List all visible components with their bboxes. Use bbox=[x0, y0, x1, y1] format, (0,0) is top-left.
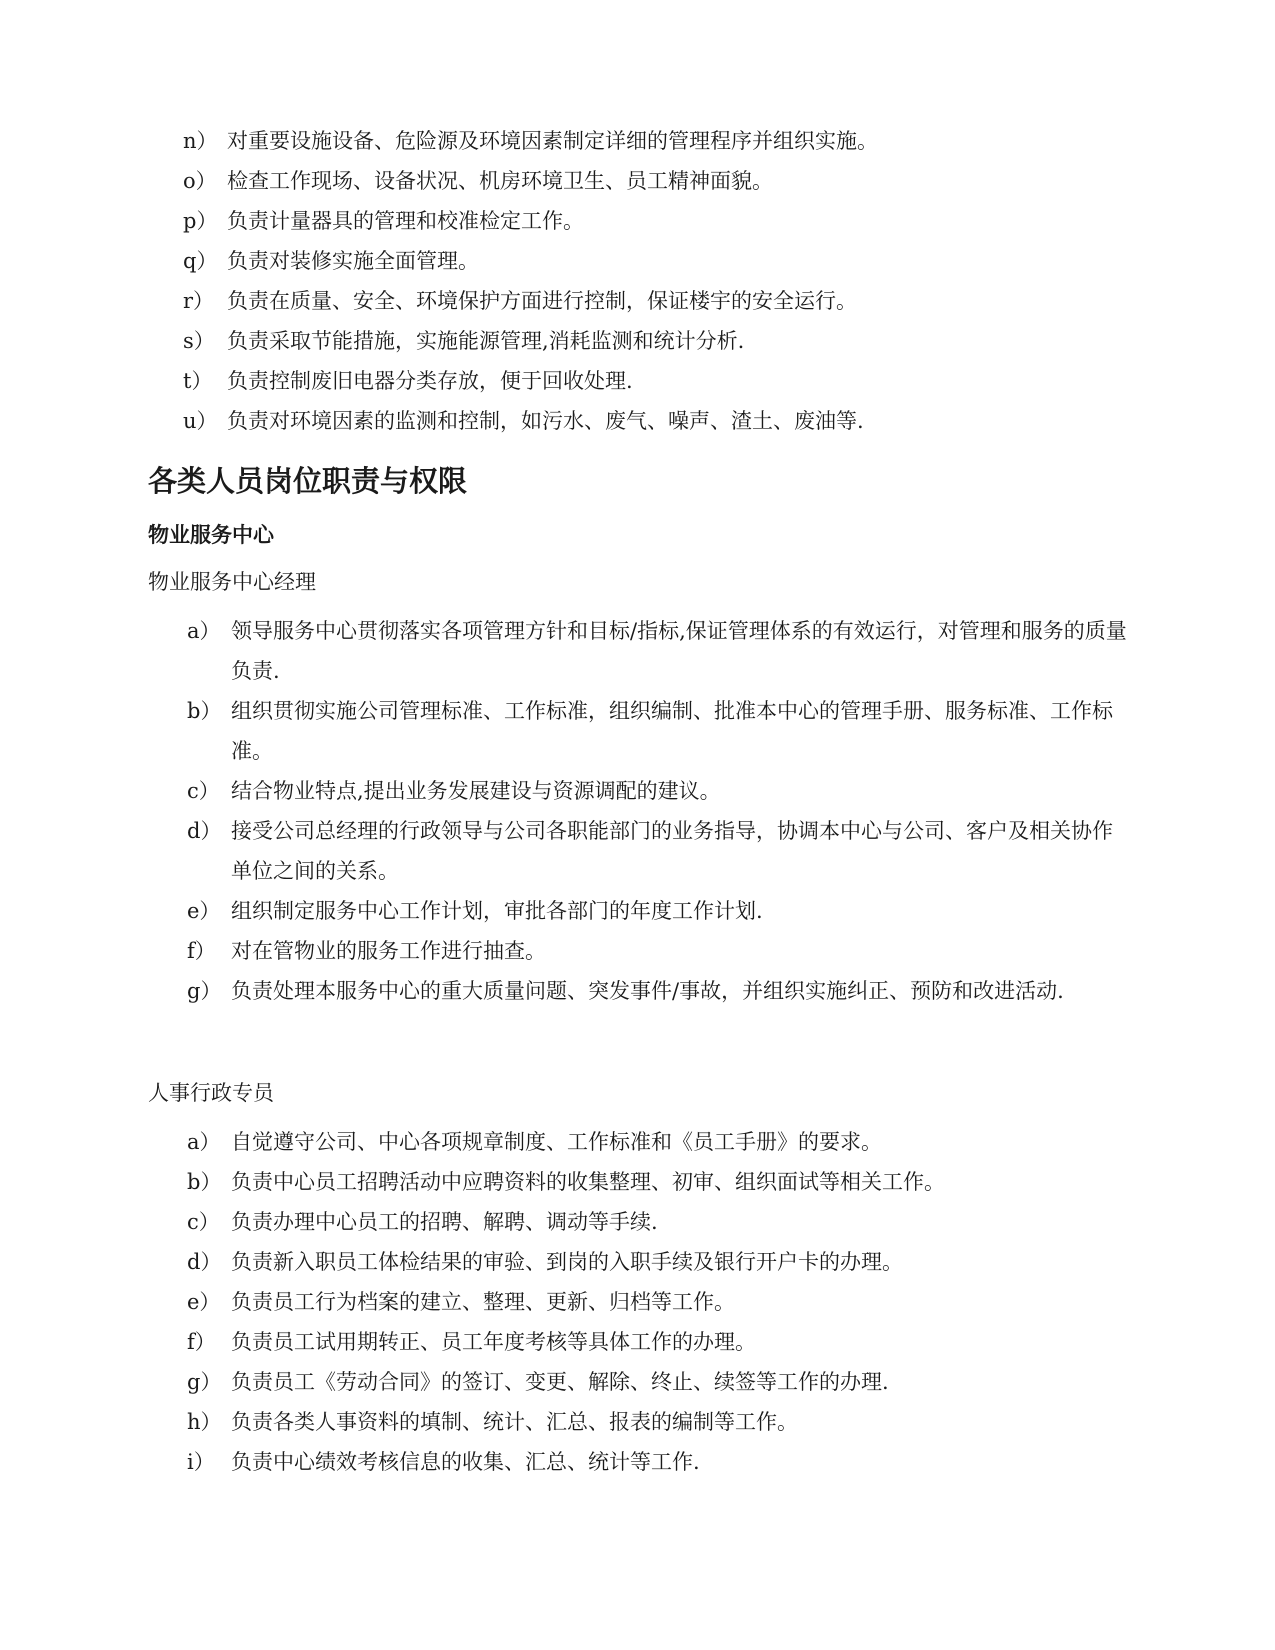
list-item bbox=[183, 241, 1133, 281]
list-item-text: 领导服务中心贯彻落实各项管理方针和目标/指标,保证管理体系的有效运行，对管理和服务的质量负责. bbox=[231, 619, 1127, 683]
list-item-text: 负责新入职员工体检结果的审验、到岗的入职手续及银行开户卡的办理。 bbox=[231, 1250, 903, 1274]
list-item-text: 负责员工《劳动合同》的签订、变更、解除、终止、续签等工作的办理. bbox=[231, 1370, 889, 1394]
list-marker: f） bbox=[187, 939, 216, 963]
list-item bbox=[187, 1122, 1127, 1162]
list-item bbox=[187, 1442, 1127, 1482]
list-marker: b） bbox=[187, 699, 222, 723]
list-marker: r） bbox=[183, 289, 215, 313]
list-marker: p） bbox=[183, 209, 218, 233]
list-marker: c） bbox=[187, 779, 220, 803]
list-marker: d） bbox=[187, 819, 222, 843]
section-heading: 各类人员岗位职责与权限 bbox=[148, 464, 468, 498]
list-marker: q） bbox=[183, 249, 218, 273]
list-item bbox=[187, 1202, 1127, 1242]
list-marker: c） bbox=[187, 1210, 220, 1234]
list-item-text: 负责计量器具的管理和校准检定工作。 bbox=[227, 209, 584, 233]
list-marker: h） bbox=[187, 1410, 222, 1434]
list-item-text: 对在管物业的服务工作进行抽查。 bbox=[231, 939, 546, 963]
list-item bbox=[187, 1162, 1127, 1202]
list-item-text: 负责中心绩效考核信息的收集、汇总、统计等工作. bbox=[231, 1450, 700, 1474]
list-item bbox=[183, 401, 1133, 441]
list-item-text: 负责员工行为档案的建立、整理、更新、归档等工作。 bbox=[231, 1290, 735, 1314]
list-marker: u） bbox=[183, 409, 218, 433]
list-item-text: 负责对装修实施全面管理。 bbox=[227, 249, 479, 273]
role-title-manager: 物业服务中心经理 bbox=[148, 570, 316, 594]
list-marker: n） bbox=[183, 129, 218, 153]
list-marker: g） bbox=[187, 1370, 222, 1394]
list-item bbox=[183, 201, 1133, 241]
list-marker: s） bbox=[183, 329, 215, 353]
list-item bbox=[183, 321, 1133, 361]
list-item-text: 检查工作现场、设备状况、机房环境卫生、员工精神面貌。 bbox=[227, 169, 773, 193]
list-item bbox=[187, 771, 1127, 811]
list-item-text: 负责控制废旧电器分类存放，便于回收处理. bbox=[227, 369, 633, 393]
list-item bbox=[187, 1242, 1127, 1282]
list-item bbox=[187, 611, 1127, 691]
list-marker: a） bbox=[187, 1130, 221, 1154]
list-item bbox=[187, 971, 1127, 1011]
list-item bbox=[187, 1282, 1127, 1322]
list-marker: a） bbox=[187, 619, 221, 643]
list-marker: o） bbox=[183, 169, 217, 193]
list-marker: g） bbox=[187, 979, 222, 1003]
list-item-text: 组织贯彻实施公司管理标准、工作标准，组织编制、批准本中心的管理手册、服务标准、工作标准。 bbox=[231, 699, 1113, 763]
list-item-text: 负责办理中心员工的招聘、解聘、调动等手续. bbox=[231, 1210, 658, 1234]
manager-duty-list bbox=[187, 611, 1127, 1011]
list-item bbox=[187, 691, 1127, 771]
list-marker: e） bbox=[187, 899, 221, 923]
list-item-text: 结合物业特点,提出业务发展建设与资源调配的建议。 bbox=[231, 779, 721, 803]
list-item-text: 负责处理本服务中心的重大质量问题、突发事件/事故，并组织实施纠正、预防和改进活动. bbox=[231, 979, 1064, 1003]
list-item-text: 组织制定服务中心工作计划，审批各部门的年度工作计划. bbox=[231, 899, 763, 923]
responsibility-list-continued bbox=[183, 121, 1133, 441]
list-marker: t） bbox=[183, 369, 213, 393]
hr-duty-list bbox=[187, 1122, 1127, 1482]
list-marker: d） bbox=[187, 1250, 222, 1274]
list-item bbox=[183, 161, 1133, 201]
list-item bbox=[183, 281, 1133, 321]
list-marker: f） bbox=[187, 1330, 216, 1354]
list-item bbox=[187, 1402, 1127, 1442]
list-item bbox=[187, 1322, 1127, 1362]
subsection-heading: 物业服务中心 bbox=[148, 523, 274, 547]
list-marker: e） bbox=[187, 1290, 221, 1314]
role-title-hr: 人事行政专员 bbox=[148, 1081, 274, 1105]
list-item bbox=[187, 811, 1127, 891]
list-item-text: 负责各类人事资料的填制、统计、汇总、报表的编制等工作。 bbox=[231, 1410, 798, 1434]
list-item bbox=[183, 121, 1133, 161]
list-item-text: 负责采取节能措施，实施能源管理,消耗监测和统计分析. bbox=[227, 329, 745, 353]
list-item-text: 自觉遵守公司、中心各项规章制度、工作标准和《员工手册》的要求。 bbox=[231, 1130, 882, 1154]
list-item bbox=[183, 361, 1133, 401]
list-marker: i） bbox=[187, 1450, 215, 1474]
list-item-text: 负责员工试用期转正、员工年度考核等具体工作的办理。 bbox=[231, 1330, 756, 1354]
list-item-text: 对重要设施设备、危险源及环境因素制定详细的管理程序并组织实施。 bbox=[227, 129, 878, 153]
list-item-text: 负责对环境因素的监测和控制，如污水、废气、噪声、渣土、废油等. bbox=[227, 409, 864, 433]
list-item bbox=[187, 1362, 1127, 1402]
list-marker: b） bbox=[187, 1170, 222, 1194]
list-item-text: 负责在质量、安全、环境保护方面进行控制，保证楼宇的安全运行。 bbox=[227, 289, 857, 313]
list-item bbox=[187, 891, 1127, 931]
list-item bbox=[187, 931, 1127, 971]
list-item-text: 负责中心员工招聘活动中应聘资料的收集整理、初审、组织面试等相关工作。 bbox=[231, 1170, 945, 1194]
list-item-text: 接受公司总经理的行政领导与公司各职能部门的业务指导，协调本中心与公司、客户及相关协作单位之间的关系。 bbox=[231, 819, 1113, 883]
